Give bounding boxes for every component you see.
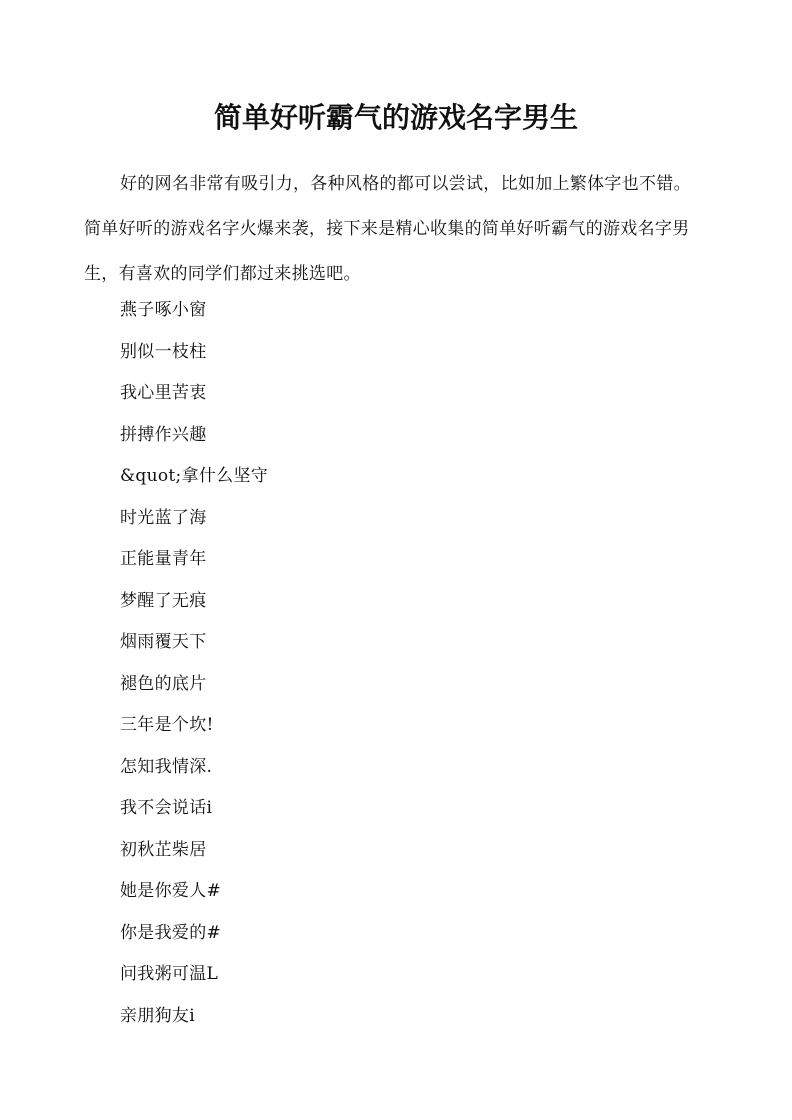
list-item: 我心里苦衷 (120, 383, 207, 403)
name-list (120, 290, 268, 1037)
list-item: 时光蓝了海 (120, 507, 207, 528)
list-item: 亲朋狗友i (120, 1005, 195, 1026)
list-item: 褪色的底片 (120, 673, 207, 694)
list-item: 拼搏作兴趣 (120, 424, 207, 445)
list-item: 梦醒了无痕 (120, 590, 207, 611)
list-item: 她是你爱人# (120, 881, 222, 901)
list-item: 燕子啄小窗 (120, 300, 207, 320)
list-item: 烟雨覆天下 (120, 632, 207, 652)
document-title: 简单好听霸气的游戏名字男生 (213, 101, 578, 134)
list-item: 三年是个坎! (120, 715, 214, 735)
list-item: 别似一枝柱 (120, 341, 207, 362)
list-item: 我不会说话i (120, 798, 213, 818)
list-item: 问我粥可温L (120, 964, 219, 984)
intro-paragraph: 好的网名非常有吸引力，各种风格的都可以尝试，比如加上繁体字也不错。简单好听的游戏名字火爆来袭，接下来是精心收集的简单好听霸气的游戏名字男生，有喜欢的同学们都过来挑选吧。 (84, 174, 691, 284)
list-item: 初秋芷柴居 (120, 839, 207, 860)
list-item: 怎知我情深. (120, 756, 213, 777)
list-item: 你是我爱的# (120, 922, 222, 943)
list-item: &quot;拿什么坚守 (120, 466, 269, 486)
list-item: 正能量青年 (120, 549, 207, 569)
